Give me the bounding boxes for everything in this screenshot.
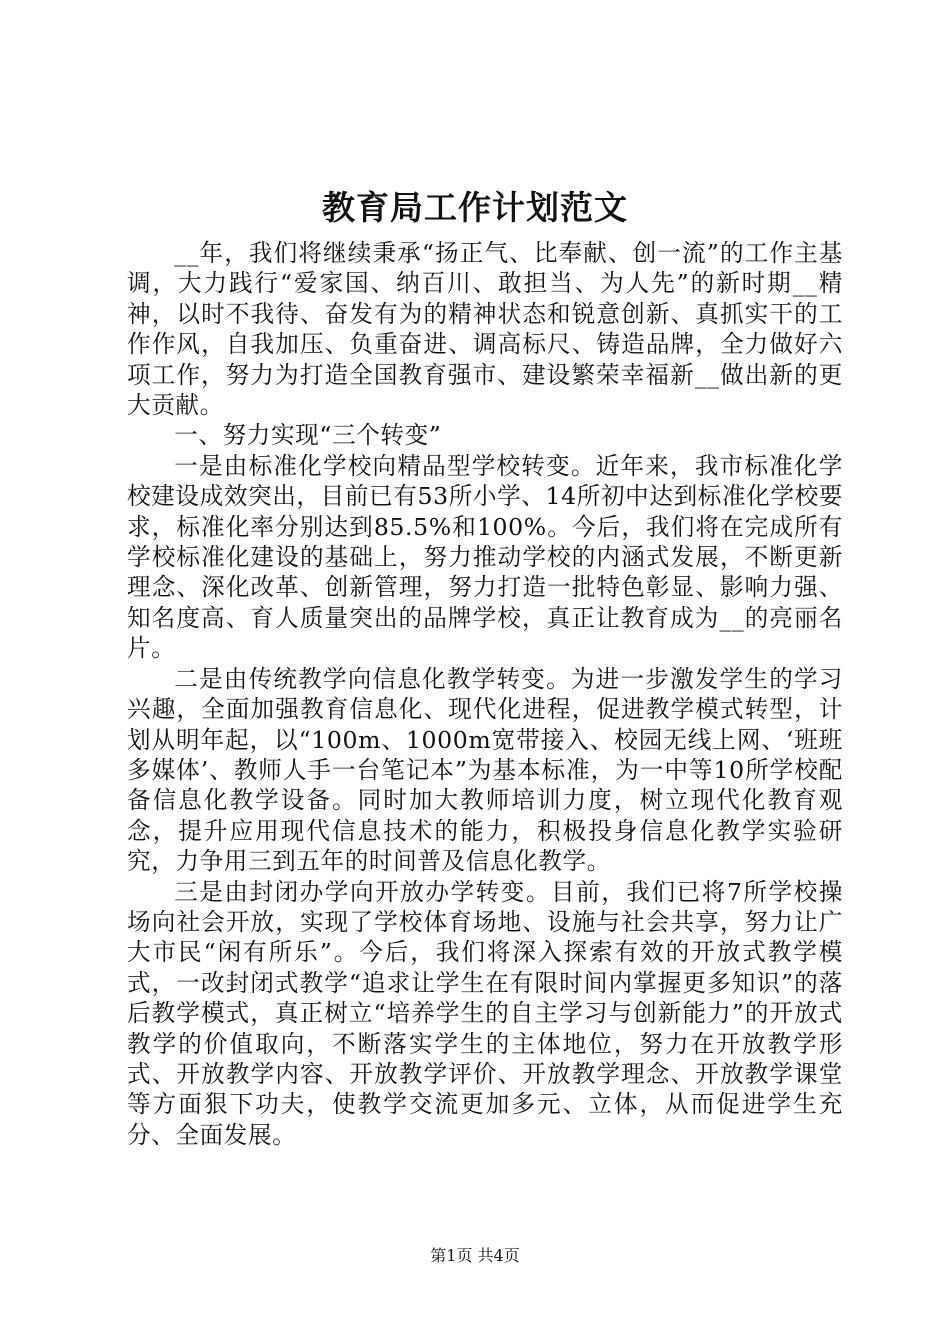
paragraph-transition-2: 二是由传统教学向信息化教学转变。为进一步激发学生的学习兴趣，全面加强教育信息化、现代化进程，促进教学模式转型，计划从明年起，以“100m、1000m宽带接入、校园无线上网、‘班班多媒体’、教师人手一台笔记本”为基本标准，为一中等10所学校配备信息化教学设备。同时加大教师培训力度，树立现代化教育观念，提升应用现代信息技术的能力，积极投身信息化教学实验研究，力争用三到五年的时间普及信息化教学。: [127, 664, 843, 876]
page-title: 教育局工作计划范文: [322, 188, 628, 227]
paragraph-intro: __年，我们将继续秉承“扬正气、比奉献、创一流”的工作主基调，大力践行“爱家国、纳百川、敢担当、为人先”的新时期__精神，以时不我待、奋发有为的精神状态和锐意创新、真抓实干的工作作风，自我加压、负重奋进、调高标尺、铸造品牌，全力做好六项工作，努力为打造全国教育强市、建设繁荣幸福新__做出新的更大贡献。: [127, 239, 843, 420]
section-heading: 一、努力实现“三个转变”: [174, 421, 442, 450]
paragraph-transition-3: 三是由封闭办学向开放办学转变。目前，我们已将7所学校操场向社会开放，实现了学校体育场地、设施与社会共享，努力让广大市民“闲有所乐”。今后，我们将深入探索有效的开放式教学模式，一改封闭式教学“追求让学生在有限时间内掌握更多知识”的落后教学模式，真正树立“培养学生的自主学习与创新能力”的开放式教学的价值取向，不断落实学生的主体地位，努力在开放教学形式、开放教学内容、开放教学评价、开放教学理念、开放教学课堂等方面狠下功夫，使教学交流更加多元、立体，从而促进学生充分、全面发展。: [127, 877, 843, 1149]
page-footer: 第1页 共4页: [430, 1246, 520, 1265]
document-body: [127, 238, 843, 1150]
paragraph-transition-1: 一是由标准化学校向精品型学校转变。近年来，我市标准化学校建设成效突出，目前已有53所小学、14所初中达到标准化学校要求，标准化率分别达到85.5%和100%。今后，我们将在完成所有学校标准化建设的基础上，努力推动学校的内涵式发展，不断更新理念、深化改革、创新管理，努力打造一批特色彰显、影响力强、知名度高、育人质量突出的品牌学校，真正让教育成为__的亮丽名片。: [127, 451, 843, 663]
